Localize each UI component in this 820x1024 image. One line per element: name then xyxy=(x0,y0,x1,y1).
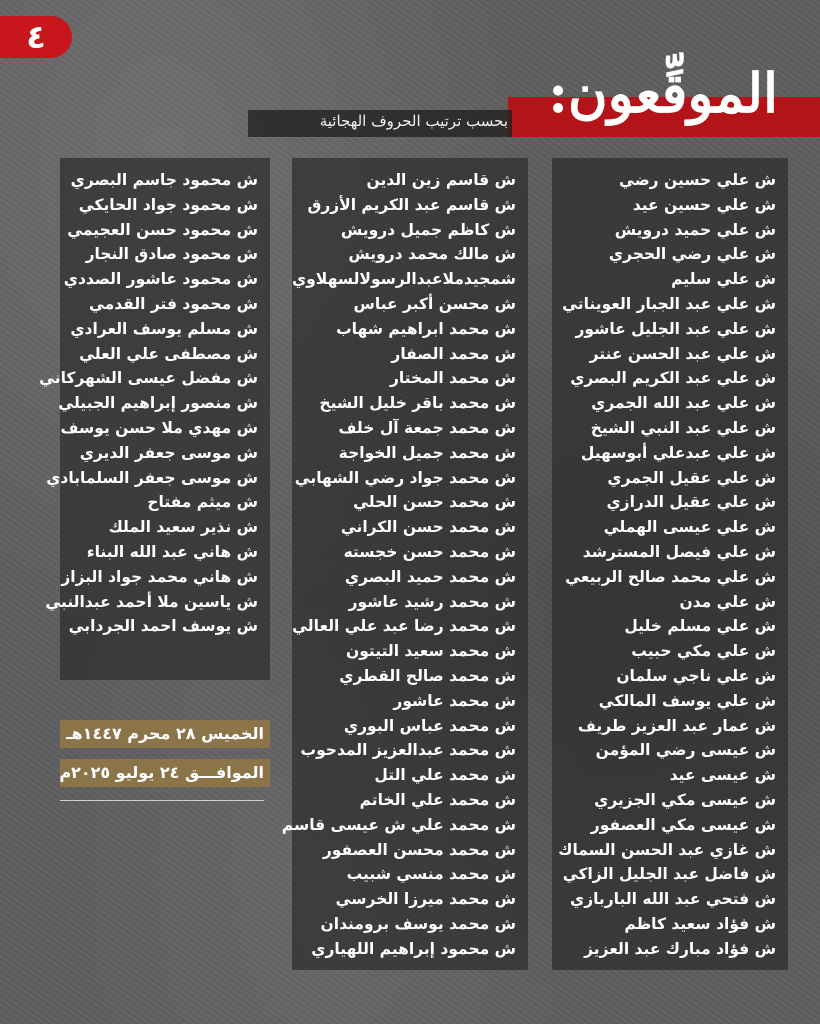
signatory-name: ش محمود فتر القدمي xyxy=(88,294,258,313)
signatory-name: ش هاني عبد الله البناء xyxy=(86,542,258,561)
signatory-name: ش علي حسين عيد xyxy=(632,195,776,214)
signatory-name: ش عيسى رضي المؤمن xyxy=(595,741,776,760)
signatory-name: ش فؤاد مبارك عبد العزيز xyxy=(584,939,776,958)
signatory-name: ش علي عقيل الدرازي xyxy=(606,493,776,512)
signatory-name: ش محمد ابراهيم شهاب xyxy=(336,319,516,338)
signatory-name: ش محمد علي ش عيسى قاسم xyxy=(281,815,516,834)
page-number-badge xyxy=(0,16,72,58)
signatory-name: ش قاسم عبد الكريم الأزرق xyxy=(307,195,516,214)
page-title: الموقِّعون: xyxy=(548,61,778,125)
signatory-name: ش عيسى مكي الجزيري xyxy=(594,790,776,809)
signatory-name: ش فاضل عبد الجليل الزاكي xyxy=(562,865,776,884)
signatory-name: ش ميثم مفتاح xyxy=(147,493,258,512)
signatory-name: ش محمود جاسم البصري xyxy=(70,171,258,189)
signatory-name: ش علي عبد الجبار العويناتي xyxy=(562,294,776,313)
signatories-column-middle xyxy=(281,158,528,970)
signatory-name: ش موسى جعفر الديري xyxy=(79,443,258,462)
signatory-name: ش علي عبد الله الجمري xyxy=(591,394,776,413)
signatory-name: ش محمد محسن العصفور xyxy=(322,840,516,859)
signatory-name: ش محمد المختار xyxy=(389,369,516,388)
signatory-name: ش محمد علي التل xyxy=(374,766,516,785)
signatory-name: ش علي عبد الكريم البصري xyxy=(570,369,776,388)
signatory-name: ش علي عبد النبي الشيخ xyxy=(590,418,776,437)
signatory-name: ش محمود صادق النجار xyxy=(85,245,258,264)
signatory-name: ش علي ناجي سلمان xyxy=(616,666,776,685)
signatory-name: ش علي سليم xyxy=(671,270,776,289)
signatory-name: ش محمد عبدالعزيز المدحوب xyxy=(300,741,516,760)
gregorian-date: الموافـــق ٢٤ يوليو ٢٠٢٥م xyxy=(60,759,270,787)
signatory-name: ش محمد حميد البصري xyxy=(344,567,516,586)
signatory-name: ش فؤاد سعيد كاظم xyxy=(624,914,776,933)
signatories-list-middle xyxy=(281,158,528,962)
signatory-name: ش محمود جواد الحايكي xyxy=(78,195,258,214)
signatories-list-right xyxy=(552,158,788,962)
page-subtitle: بحسب ترتيب الحروف الهجائية xyxy=(319,112,508,130)
signatory-name: ش محمد رضا عبد علي العالي xyxy=(292,617,516,636)
signatory-name: ش ياسين ملا أحمد عبدالنبي xyxy=(45,592,258,611)
signatory-name: ش محمد حسن الكراني xyxy=(340,518,516,537)
signatory-name: ش موسى جعفر السلمابادي xyxy=(46,468,258,487)
signatory-name: ش علي يوسف المالكي xyxy=(598,691,776,710)
signatory-name: ش محمد حسن خجسته xyxy=(343,542,516,561)
signatory-name: ش محسن أكبر عباس xyxy=(353,294,516,313)
signatory-name: ش هاني محمد جواد البزاز xyxy=(61,567,258,586)
signatory-name: ش محمد منسي شبيب xyxy=(346,865,516,884)
signatory-name: ش محمد جميل الخواجة xyxy=(338,443,516,462)
signatories-list-left xyxy=(39,158,270,639)
signatory-name: ش محمود إبراهيم اللهياري xyxy=(311,939,516,958)
signatory-name: ش علي مسلم خليل xyxy=(624,617,776,636)
signatory-name: ش مالك محمد درويش xyxy=(348,245,516,264)
signatory-name: شمجيدملاعبدالرسولالسهلاوي xyxy=(291,270,516,289)
signatory-name: ش محمد جمعة آل خلف xyxy=(338,418,516,437)
signatory-name: ش علي مدن xyxy=(679,592,776,611)
signatory-name: ش عمار عبد العزيز طريف xyxy=(577,716,776,735)
signatory-name: ش محمد جواد رضي الشهابي xyxy=(294,468,516,487)
signatories-column-left xyxy=(39,158,270,680)
signatory-name: ش محمد حسن الحلي xyxy=(353,493,516,512)
signatory-name: ش منصور إبراهيم الجبيلي xyxy=(58,394,258,413)
signatory-name: ش كاظم جميل درويش xyxy=(340,220,516,239)
signatory-name: ش محمد ميرزا الخرسي xyxy=(335,890,516,909)
signatory-name: ش محمد الصفار xyxy=(391,344,516,363)
signatory-name: ش علي محمد صالح الربيعي xyxy=(565,567,776,586)
signatory-name: ش مسلم يوسف العرادي xyxy=(70,319,258,338)
signatory-name: ش محمود عاشور الصددي xyxy=(63,270,258,289)
signatories-column-right xyxy=(552,158,788,970)
signatory-name: ش مصطفى علي العلي xyxy=(79,344,258,363)
signatory-name: ش مهدي ملا حسن يوسف xyxy=(60,418,258,437)
signatory-name: ش محمد صالح القطري xyxy=(339,666,516,685)
signatory-name: ش علي رضي الحجري xyxy=(608,245,776,264)
signatory-name: ش قاسم زين الدين xyxy=(366,171,516,189)
signatory-name: ش غازي عبد الحسن السماك xyxy=(558,840,776,859)
signatory-name: ش محمد يوسف برومندان xyxy=(320,914,516,933)
signatory-name: ش علي حسين رضي xyxy=(619,171,776,189)
signatory-name: ش محمد باقر خليل الشيخ xyxy=(319,394,516,413)
page-number: ٤ xyxy=(26,18,46,56)
signatory-name: ش علي فيصل المسترشد xyxy=(582,542,776,561)
signatory-name: ش علي عقيل الجمري xyxy=(607,468,776,487)
signatory-name: ش محمد سعيد التيتون xyxy=(345,642,516,661)
signatory-name: ش مفضل عيسى الشهركاني xyxy=(39,369,258,388)
signatory-name: ش نذير سعيد الملك xyxy=(108,518,258,537)
signatory-name: ش عيسى عيد xyxy=(669,766,776,785)
signatory-name: ش محمد علي الخاتم xyxy=(359,790,516,809)
signatory-name: ش علي عبد الحسن عنتر xyxy=(589,344,776,363)
signatory-name: ش علي عيسى الهملي xyxy=(603,518,776,537)
signatory-name: ش عيسى مكي العصفور xyxy=(590,815,776,834)
signatory-name: ش علي مكي حبيب xyxy=(631,642,776,661)
signatory-name: ش محمد رشيد عاشور xyxy=(348,592,516,611)
signatory-name: ش محمد عاشور xyxy=(393,691,516,710)
signatory-name: ش محمد عباس البوري xyxy=(343,716,516,735)
signatory-name: ش فتحي عبد الله الباربازي xyxy=(569,890,776,909)
signatory-name: ش علي عبدعلي أبوسهيل xyxy=(580,443,776,462)
date-divider xyxy=(60,800,264,801)
hijri-date: الخميس ٢٨ محرم ١٤٤٧هـ xyxy=(60,720,270,748)
signatory-name: ش يوسف احمد الجردابي xyxy=(68,617,258,636)
signatory-name: ش علي عبد الجليل عاشور xyxy=(575,319,776,338)
signatory-name: ش علي حميد درويش xyxy=(614,220,776,239)
signatory-name: ش محمود حسن العجيمي xyxy=(67,220,258,239)
